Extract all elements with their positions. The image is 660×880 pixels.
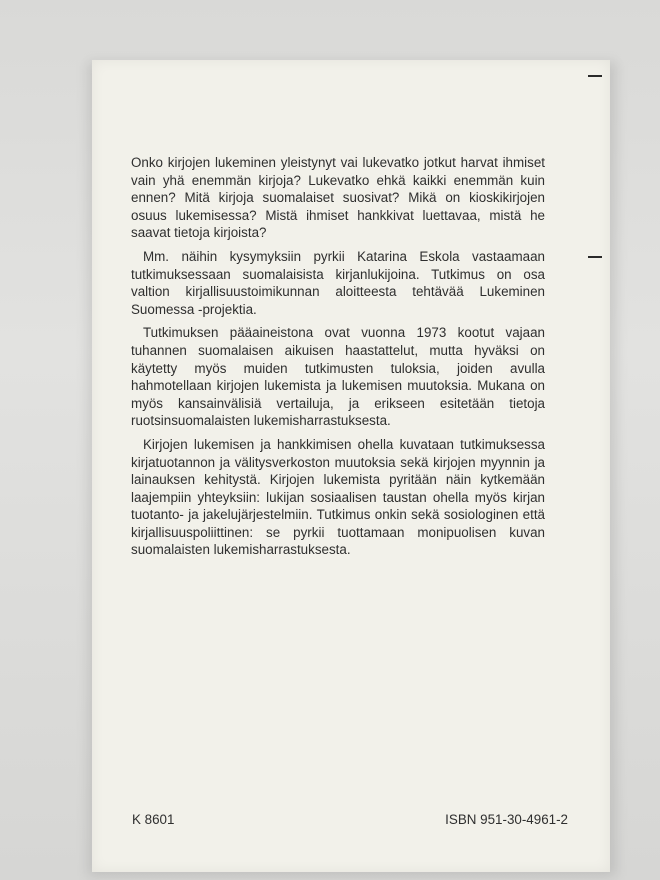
book-back-cover — [92, 60, 610, 872]
isbn-number: ISBN 951-30-4961-2 — [445, 812, 568, 827]
blurb-paragraph-2: Mm. näihin kysymyksiin pyrkii Katarina Eskola vastaamaan tutkimuksessaan suomalaisista kirjanlukijoina. Tutkimus on osa valtion kirjallisuustoimikunnan aloitteesta tehtävää Lukeminen Suomessa -projektia. — [131, 248, 545, 317]
trim-mark-top — [588, 75, 602, 77]
trim-mark-middle — [588, 256, 602, 258]
blurb-paragraph-1: Onko kirjojen lukeminen yleistynyt vai lukevatko jotkut harvat ihmiset vain yhä enemmän kirjoja? Lukevatko ehkä kaikki enemmän kuin ennen? Mitä kirjoja suomalaiset suosivat? Mikä on kioskikirjojen osuus lukemisessa? Mistä ihmiset hankkivat luettavaa, mistä he saavat tietoja kirjoista? — [131, 155, 545, 241]
cover-footer — [132, 812, 568, 827]
blurb-paragraph-3: Tutkimuksen pääaineistona ovat vuonna 1973 kootut vajaan tuhannen suomalaisen aikuisen haastattelut, mutta hyväksi on käytetty myös muiden tutkimusten tuloksia, joiden avulla hahmotellaan kirjojen lukemista ja lukemisen muutoksia. Mukana on myös kansainvälisiä vertailuja, ja erikseen esitetään tietoja ruotsinsuomalaisten lukemisharrastuksesta. — [131, 325, 545, 429]
blurb-text — [131, 154, 545, 565]
blurb-paragraph-4: Kirjojen lukemisen ja hankkimisen ohella kuvataan tutkimuksessa kirjatuotannon ja välitysverkoston muutoksia sekä kirjojen myynnin ja lainauksen kehitystä. Kirjojen lukemista pyritään näin kytkemään laajempiin yhteyksiin: lukijan sosiaalisen taustan ohella myös kirjan tuotanto- ja jakelujärjestelmiin. Tutkimus onkin sekä sosiologinen että kirjallisuuspoliittinen: se pyrkii tuottamaan monipuolisen kuvan suomalaisten lukemisharrastuksesta. — [131, 436, 545, 558]
catalog-code: K 8601 — [132, 812, 175, 827]
